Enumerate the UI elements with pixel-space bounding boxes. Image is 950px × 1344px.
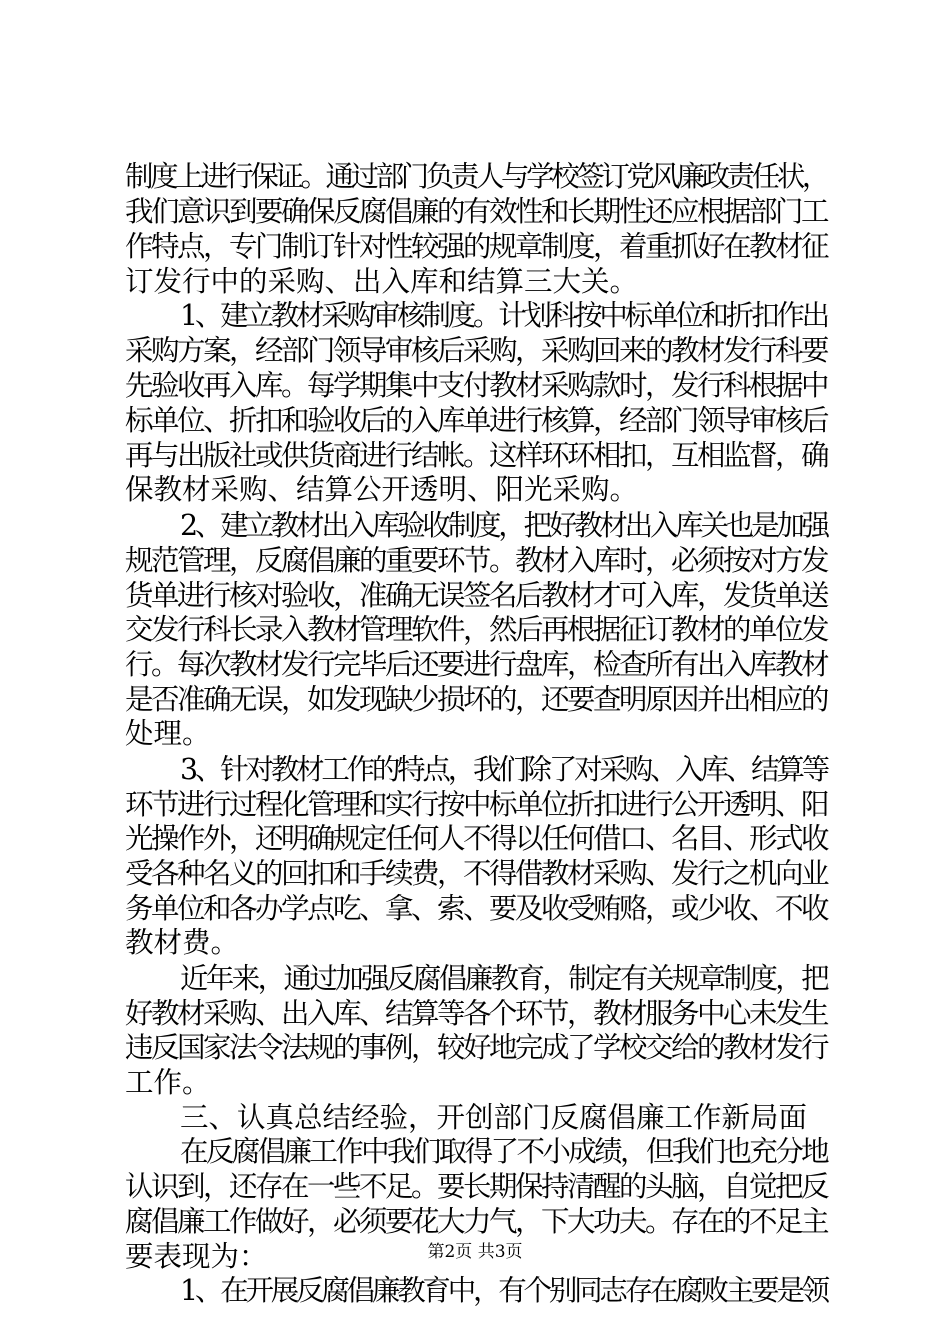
text-line (0, 369, 950, 403)
text-line (0, 195, 950, 229)
text-line-content: 先验收再入库。每学期集中支付教材采购款时，发行科根据中 (125, 369, 828, 402)
text-line-content: 工作。 (125, 1066, 211, 1099)
text-line (0, 1170, 950, 1204)
text-line (0, 1031, 950, 1065)
text-line-content: 规范管理，反腐倡廉的重要环节。教材入库时，必须按对方发 (125, 544, 828, 577)
text-line-content: 好教材采购、出入库、结算等各个环节，教材服务中心未发生 (125, 997, 828, 1030)
text-line (0, 404, 950, 438)
text-line-content: 3、针对教材工作的特点，我们除了对采购、入库、结算等 (180, 753, 827, 786)
text-line (0, 753, 950, 787)
text-line-content: 要表现为： (125, 1240, 268, 1273)
text-line-content: 1、在开展反腐倡廉教育中，有个别同志存在腐败主要是领 (180, 1274, 827, 1307)
text-line-content: 受各种名义的回扣和手续费，不得借教材采购、发行之机向业 (125, 857, 828, 890)
text-line-content: 务单位和各办学点吃、拿、索、要及收受贿赂，或少收、不收 (125, 892, 828, 925)
text-line-content: 处理。 (125, 717, 211, 750)
text-line (0, 892, 950, 926)
text-line (0, 926, 950, 960)
text-line-content: 采购方案，经部门领导审核后采购，采购回来的教材发行科要 (125, 334, 828, 367)
text-line-content: 保教材采购、结算公开透明、阳光采购。 (125, 473, 639, 506)
page-footer: 第2页 共3页 (427, 1242, 523, 1262)
text-line (0, 579, 950, 613)
text-line-content: 教材费。 (125, 926, 240, 959)
text-line (0, 265, 950, 299)
text-line (0, 334, 950, 368)
text-line (0, 509, 950, 543)
text-line (0, 788, 950, 822)
text-line-content: 订发行中的采购、出入库和结算三大关。 (125, 265, 639, 298)
text-line-content: 标单位、折扣和验收后的入库单进行核算，经部门领导审核后 (125, 404, 828, 437)
text-line-content: 交发行科长录入教材管理软件，然后再根据征订教材的单位发 (125, 613, 828, 646)
text-line-content: 光操作外，还明确规定任何人不得以任何借口、名目、形式收 (125, 822, 828, 855)
text-line (0, 1205, 950, 1239)
text-line-content: 违反国家法令法规的事例，较好地完成了学校交给的教材发行 (125, 1031, 828, 1064)
text-line-content: 1、建立教材采购审核制度。计划科按中标单位和折扣作出 (180, 299, 827, 332)
text-line (0, 717, 950, 751)
text-line (0, 997, 950, 1031)
text-line-content: 是否准确无误，如发现缺少损坏的，还要查明原因并出相应的 (125, 683, 828, 716)
text-line (0, 299, 950, 333)
text-line (0, 1066, 950, 1100)
text-line-content: 在反腐倡廉工作中我们取得了不小成绩，但我们也充分地 (180, 1135, 828, 1168)
text-line-content: 货单进行核对验收，准确无误签名后教材才可入库，发货单送 (125, 579, 828, 612)
text-line-content: 2、建立教材出入库验收制度，把好教材出入库关也是加强 (180, 509, 827, 542)
text-line (0, 1101, 950, 1135)
text-line (0, 648, 950, 682)
text-line-content: 三、认真总结经验，开创部门反腐倡廉工作新局面 (180, 1101, 808, 1134)
text-line (0, 439, 950, 473)
text-line-content: 制度上进行保证。通过部门负责人与学校签订党风廉政责任状， (125, 160, 827, 193)
text-line-content: 腐倡廉工作做好，必须要花大力气，下大功夫。存在的不足主 (125, 1205, 828, 1238)
text-line-content: 作特点，专门制订针对性较强的规章制度，着重抓好在教材征 (125, 230, 828, 263)
text-line-content: 认识到，还存在一些不足。要长期保持清醒的头脑，自觉把反 (125, 1170, 828, 1203)
text-line-content: 近年来，通过加强反腐倡廉教育，制定有关规章制度，把 (180, 962, 828, 995)
text-line-content: 环节进行过程化管理和实行按中标单位折扣进行公开透明、阳 (125, 788, 828, 821)
text-line-content: 再与出版社或供货商进行结帐。这样环环相扣，互相监督，确 (125, 439, 828, 472)
text-line (0, 1274, 950, 1308)
text-line (0, 613, 950, 647)
text-line (0, 683, 950, 717)
text-line (0, 822, 950, 856)
text-line-content: 我们意识到要确保反腐倡廉的有效性和长期性还应根据部门工 (125, 195, 828, 228)
text-line (0, 230, 950, 264)
text-line (0, 962, 950, 996)
text-line (0, 857, 950, 891)
text-line (0, 160, 950, 194)
text-line (0, 473, 950, 507)
text-line (0, 544, 950, 578)
text-line-content: 行。每次教材发行完毕后还要进行盘库，检查所有出入库教材 (125, 648, 828, 681)
text-line (0, 1135, 950, 1169)
